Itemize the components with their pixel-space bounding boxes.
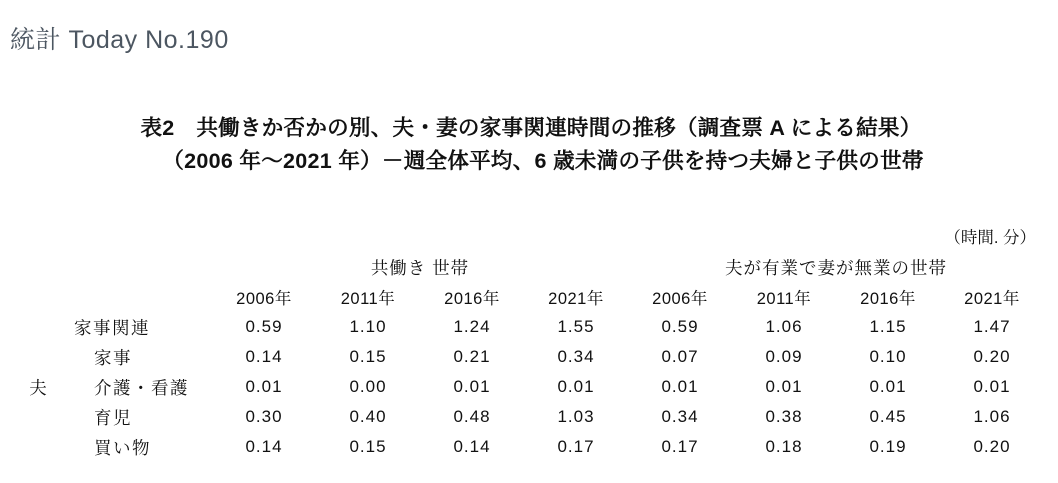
table-header-row-groups [16,252,1044,282]
value-r1-c1: 0.15 [349,347,387,366]
year-header-1: 2011年 [340,290,396,308]
value-r3-c2: 0.48 [453,407,491,426]
table-header-row-years [16,282,1044,312]
value-r4-c3: 0.17 [557,437,595,456]
table-corner-cell-lower [16,282,212,312]
value-r0-c7: 1.47 [973,317,1011,336]
table-row [16,312,1044,342]
value-r1-c7: 0.20 [973,347,1011,366]
value-r2-c7: 0.01 [973,377,1011,396]
value-r1-c0: 0.14 [245,347,283,366]
value-r3-c4: 0.34 [661,407,699,426]
value-r3-c1: 0.40 [349,407,387,426]
value-r1-c3: 0.34 [557,347,595,366]
table-corner-cell [16,252,212,282]
value-r0-c1: 1.10 [349,317,387,336]
value-r0-c4: 0.59 [661,317,699,336]
year-header-6: 2016年 [860,290,916,308]
statistics-table [16,252,1044,462]
value-r2-c6: 0.01 [869,377,907,396]
value-r4-c1: 0.15 [349,437,387,456]
row-label-housework: 家事 [94,347,132,368]
value-r0-c6: 1.15 [869,317,907,336]
value-r0-c2: 1.24 [453,317,491,336]
value-r3-c7: 1.06 [973,407,1011,426]
table-title-line-1: 表2 共働きか否かの別、夫・妻の家事関連時間の推移（調査票 A による結果） [140,116,922,140]
row-label-childcare: 育児 [94,407,132,428]
value-r3-c3: 1.03 [557,407,595,426]
year-header-0: 2006年 [236,290,292,308]
row-label-shopping: 買い物 [94,437,151,458]
value-r2-c0: 0.01 [245,377,283,396]
table-row [16,402,1044,432]
year-header-7: 2021年 [964,290,1020,308]
value-r4-c4: 0.17 [661,437,699,456]
value-r2-c5: 0.01 [765,377,803,396]
value-r0-c5: 1.06 [765,317,803,336]
value-r3-c5: 0.38 [765,407,803,426]
value-r2-c2: 0.01 [453,377,491,396]
value-r1-c2: 0.21 [453,347,491,366]
value-r2-c3: 0.01 [557,377,595,396]
group-header-dual-income: 共働き 世帯 [370,257,470,278]
document-header-label: 統計 Today No.190 [10,26,229,54]
table-header [16,252,1044,312]
value-r3-c0: 0.30 [245,407,283,426]
value-r4-c0: 0.14 [245,437,283,456]
group-header-single-income: 夫が有業で妻が無業の世帯 [725,257,947,278]
value-r4-c6: 0.19 [869,437,907,456]
value-r4-c2: 0.14 [453,437,491,456]
value-r1-c6: 0.10 [869,347,907,366]
value-r1-c5: 0.09 [765,347,803,366]
table-unit-note: （時間. 分） [944,229,1036,247]
value-r3-c6: 0.45 [869,407,907,426]
row-label-nursing-care: 介護・看護 [94,377,189,398]
table-title-line-2: （2006 年〜2021 年）－週全体平均、6 歳未満の子供を持つ夫婦と子供の世帯 [162,149,924,174]
value-r2-c4: 0.01 [661,377,699,396]
year-header-3: 2021年 [548,290,604,308]
value-r2-c1: 0.00 [349,377,387,396]
year-header-4: 2006年 [652,290,708,308]
row-group-label-husband: 夫 [29,377,47,398]
value-r1-c4: 0.07 [661,347,699,366]
value-r0-c3: 1.55 [557,317,595,336]
year-header-5: 2011年 [756,290,812,308]
table-row [16,342,1044,372]
row-label-housework-related: 家事関連 [74,317,150,338]
table-body [16,312,1044,462]
table-title [0,112,1058,179]
table-row [16,372,1044,402]
value-r0-c0: 0.59 [245,317,283,336]
table-row [16,432,1044,462]
year-header-2: 2016年 [444,290,500,308]
value-r4-c7: 0.20 [973,437,1011,456]
value-r4-c5: 0.18 [765,437,803,456]
